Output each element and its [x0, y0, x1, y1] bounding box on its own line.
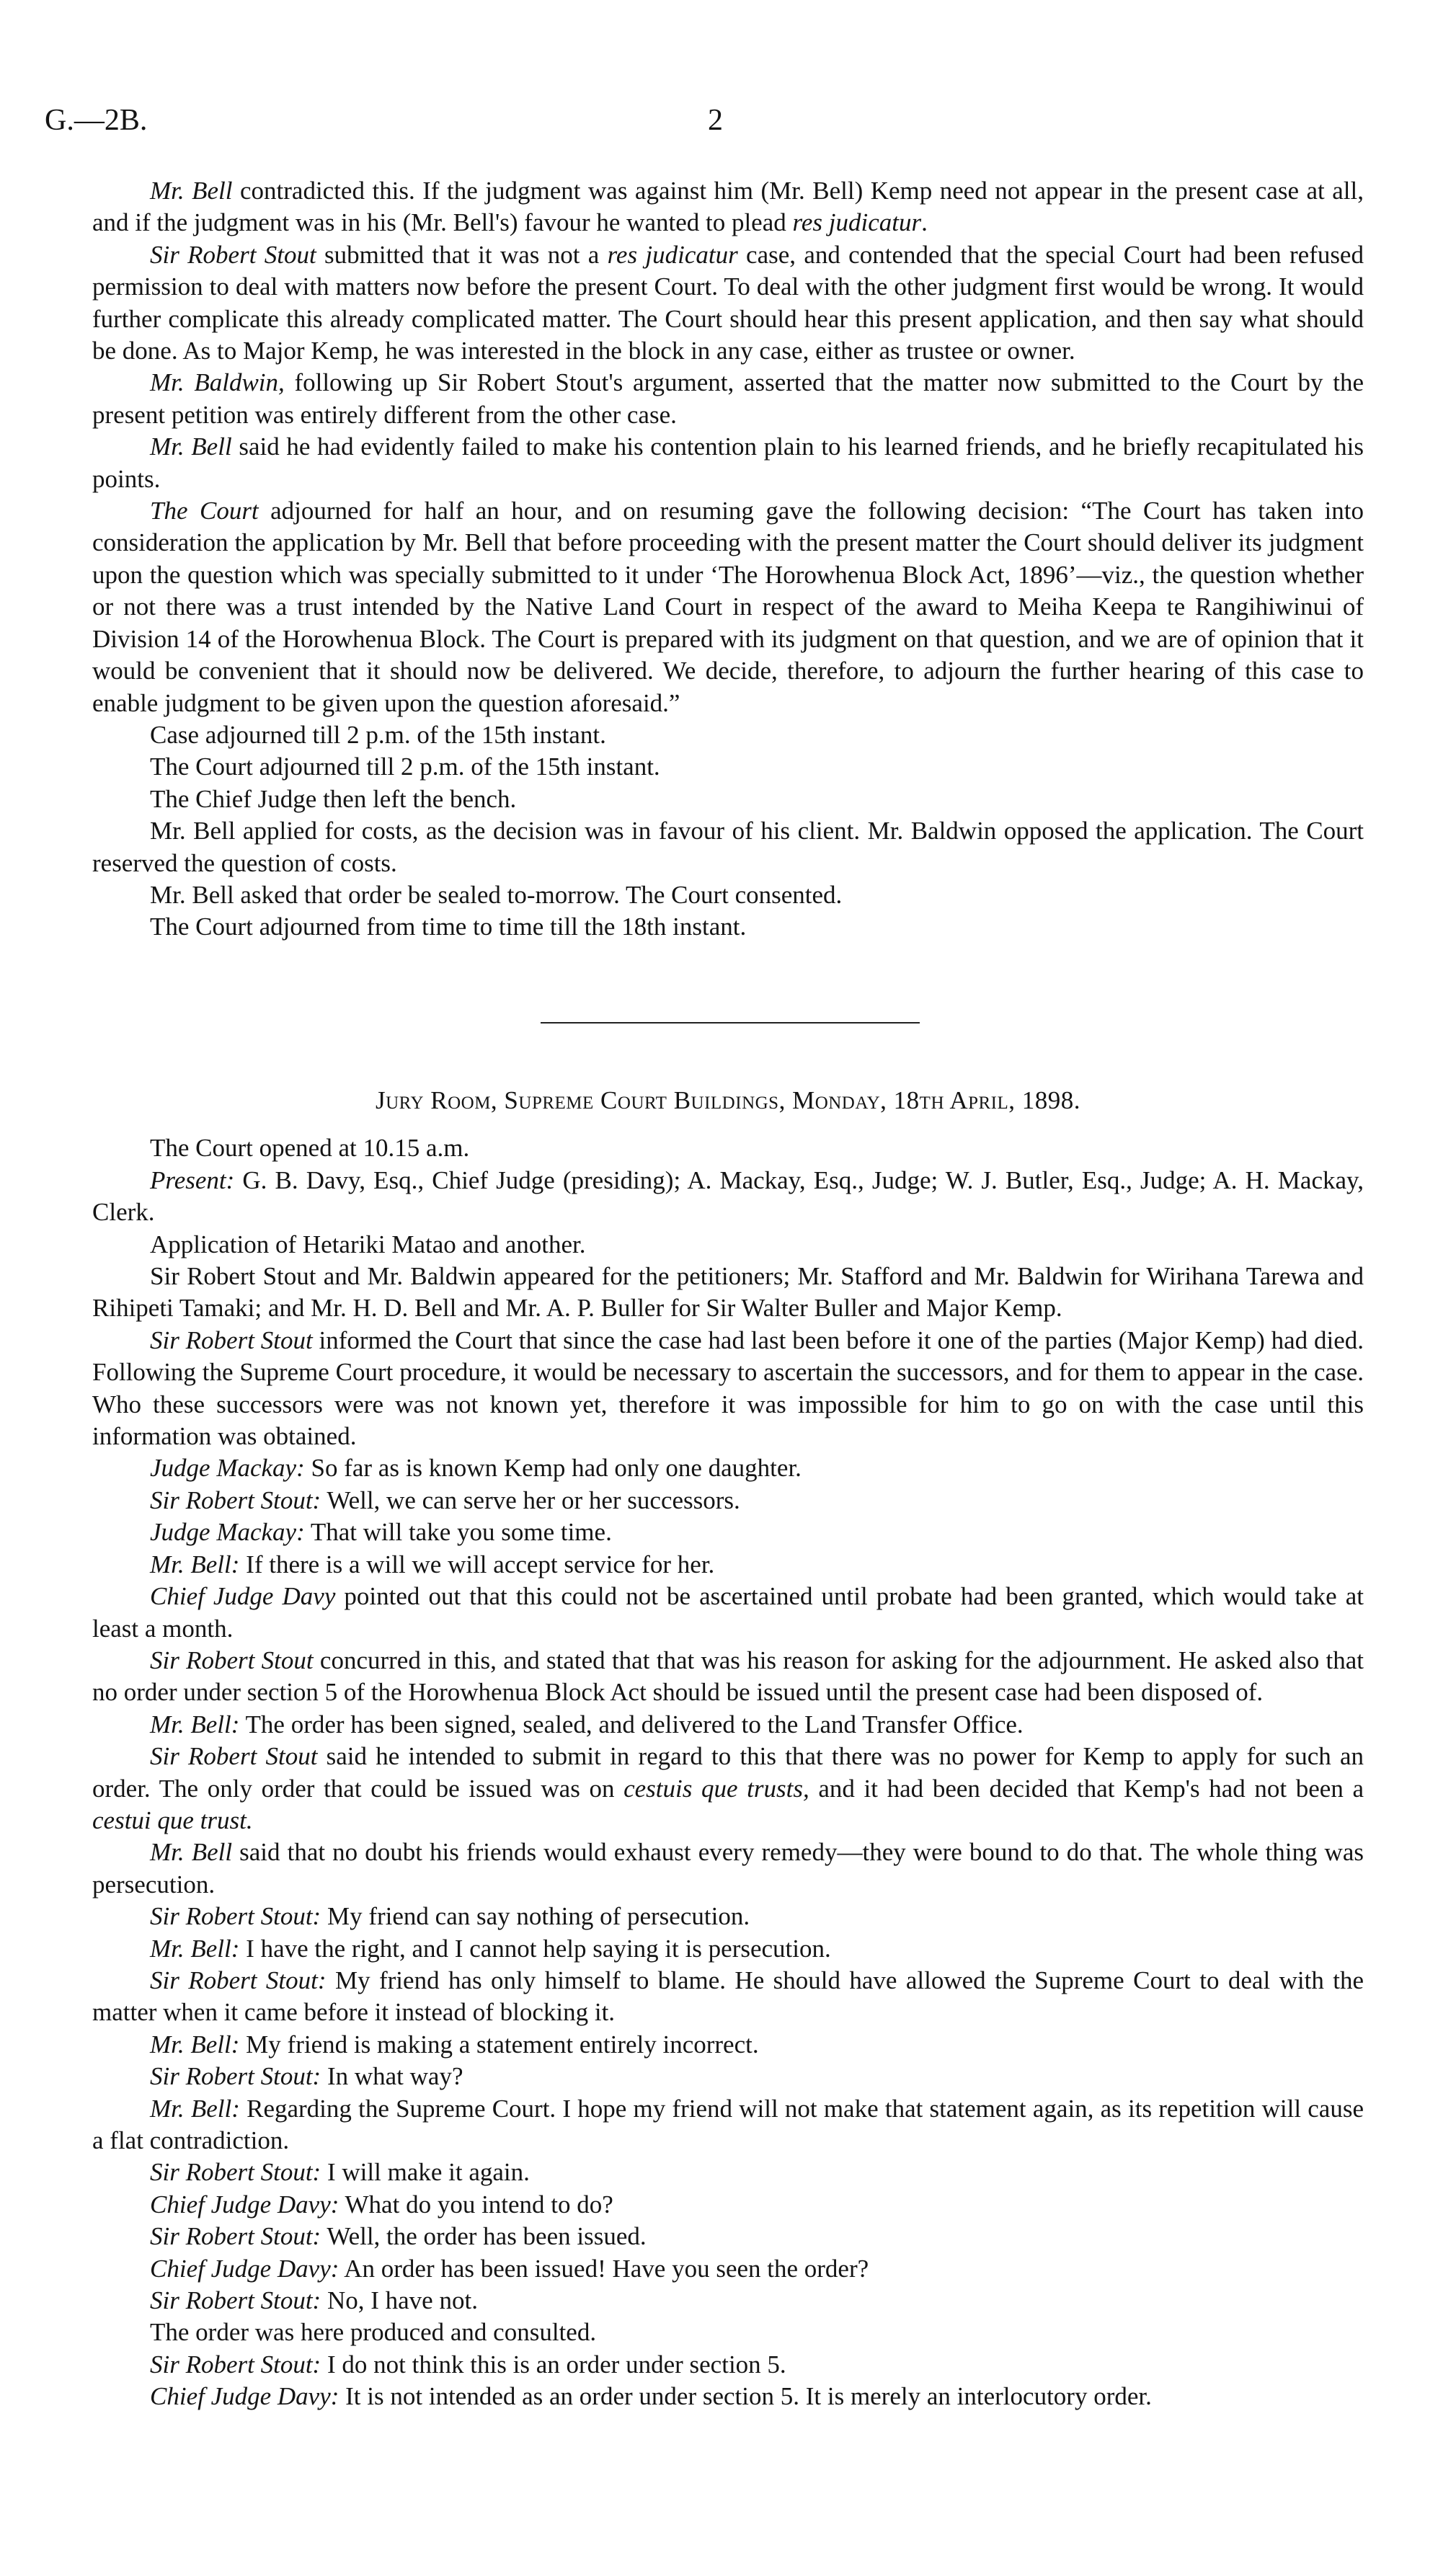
parliamentary-paper-reference: G.—2B. [45, 104, 148, 137]
paragraph [92, 2221, 1364, 2252]
speaker-name: Sir Robert Stout: [150, 2286, 321, 2315]
paragraph-text: concurred in this, and stated that that was his reason for asking for the adjournment. He asked also that no order under section 5 of the Horowhenua Block Act should be issued until the present case had been disposed of. [92, 1646, 1364, 1707]
speaker-name: The Court [150, 497, 259, 525]
sitting-heading: Jury Room, Supreme Court Buildings, Monday, 18th April, 1898. [375, 1086, 1081, 1114]
paragraph: Sir Robert Stout and Mr. Baldwin appeared for the petitioners; Mr. Stafford and Mr. Baldwin for Wirihana Tarewa and Rihipeti Tamaki; and Mr. H. D. Bell and Mr. A. P. Buller for Sir Walter Buller and Major Kemp. [92, 1262, 1364, 1323]
paragraph-text: informed the Court that since the case had last been before it one of the parties (Major Kemp) had died. Following the Supreme Court procedure, it would be necessary to ascertain the successors, and for them to appear in the case. Who these successors were was not known yet, therefore it was impossible for him to go on with the case until this information was obtained. [92, 1326, 1364, 1451]
speaker-name: Sir Robert Stout: [150, 2222, 321, 2251]
paragraph [92, 1933, 1364, 1965]
speaker-name: Chief Judge Davy: [150, 2382, 339, 2411]
speaker-name: Mr. Bell [150, 432, 232, 461]
paragraph: The Chief Judge then left the bench. [150, 784, 517, 813]
speaker-name: Sir Robert Stout: [150, 1966, 327, 1994]
paragraph [92, 2189, 1364, 2221]
paragraph: The Court opened at 10.15 a.m. [150, 1134, 470, 1163]
paragraph-text: The order has been signed, sealed, and delivered to the Land Transfer Office. [239, 1710, 1024, 1739]
paragraph [92, 431, 1364, 495]
paragraph [92, 1901, 1364, 1932]
paragraph: Case adjourned till 2 p.m. of the 15th instant. [150, 720, 606, 749]
paragraph [92, 1837, 1364, 1901]
paragraph-text: So far as is known Kemp had only one daughter. [304, 1454, 802, 1483]
paragraph-text: contradicted this. If the judgment was against him (Mr. Bell) Kemp need not appear in the present case at all, and if the judgment was in his (Mr. Bell's) favour he wanted to plead [92, 177, 1364, 237]
speaker-name: Chief Judge Davy [150, 1582, 336, 1611]
paragraph-text: and it had been decided that Kemp's had not been a [809, 1774, 1364, 1803]
speaker-name: Mr. Bell: [150, 2030, 240, 2059]
paragraph [92, 1452, 1364, 1484]
paragraph-text: said he had evidently failed to make his contention plain to his learned friends, and he briefly recapitulated his points. [92, 432, 1364, 493]
section-divider [541, 1022, 920, 1023]
paragraph: Mr. Bell applied for costs, as the decision was in favour of his client. Mr. Baldwin opposed the application. The Court reserved the question of costs. [92, 817, 1364, 877]
paragraph [92, 2285, 1364, 2317]
paragraph [92, 2253, 1364, 2285]
italic-phrase: res judicatur [792, 208, 922, 237]
paragraph: The Court adjourned till 2 p.m. of the 15th instant. [150, 752, 660, 781]
speaker-name: Mr. Baldwin, [150, 368, 285, 397]
speaker-name: Chief Judge Davy: [150, 2254, 339, 2283]
paragraph-text: That will take you some time. [304, 1518, 612, 1547]
speaker-name: Mr. Bell [150, 1838, 233, 1867]
paragraph [92, 367, 1364, 431]
speaker-name: Sir Robert Stout: [150, 2062, 321, 2091]
paragraph [92, 2029, 1364, 2061]
paragraph [92, 2061, 1364, 2092]
speaker-name: Sir Robert Stout: [150, 1902, 321, 1931]
paragraph [92, 495, 1364, 719]
paragraph: The Court adjourned from time to time till the 18th instant. [150, 912, 747, 941]
paragraph-text: In what way? [321, 2062, 463, 2091]
speaker-name: Mr. Bell: [150, 1710, 240, 1739]
paragraph-text: An order has been issued! Have you seen the order? [339, 2254, 869, 2283]
paragraph [92, 1965, 1364, 2029]
paragraph-text: said that no doubt his friends would exhaust every remedy—they were bound to do that. The whole thing was persecution. [92, 1838, 1364, 1899]
paragraph-text: It is not intended as an order under section 5. It is merely an interlocutory order. [339, 2382, 1152, 2411]
paragraph-text: pointed out that this could not be ascertained until probate had been granted, which would take at least a month. [92, 1582, 1364, 1643]
paragraph-text: G. B. Davy, Esq., Chief Judge (presiding); A. Mackay, Esq., Judge; W. J. Butler, Esq., Judge; A. H. Mackay, Clerk. [92, 1165, 1364, 1227]
speaker-name: Judge Mackay: [150, 1518, 305, 1547]
paragraph [92, 2157, 1364, 2188]
paragraph [92, 2093, 1364, 2157]
paragraph: Mr. Bell asked that order be sealed to-morrow. The Court consented. [150, 880, 843, 909]
speaker-name: Sir Robert Stout: [150, 2350, 321, 2379]
speaker-name: Mr. Bell: [150, 1934, 240, 1963]
paragraph [92, 175, 1364, 239]
italic-phrase: cestuis que trusts, [623, 1774, 809, 1803]
speaker-name: Sir Robert Stout [150, 1326, 313, 1354]
paragraph [92, 1485, 1364, 1517]
paragraph [92, 239, 1364, 368]
paragraph: Application of Hetariki Matao and another. [150, 1230, 586, 1258]
paragraph [92, 1645, 1364, 1709]
speaker-name: Mr. Bell: [150, 2094, 240, 2123]
paragraph [92, 1709, 1364, 1741]
paragraph-text: case, and contended that the special Court had been refused permission to deal with matters now before the present Court. To deal with the other judgment first would be wrong. It would further complicate this already complicated matter. The Court should hear this present application, and then say what should be done. As to Major Kemp, he was interested in the block in any case, either as trustee or owner. [92, 240, 1364, 365]
paragraph-text: I have the right, and I cannot help saying it is persecution. [239, 1934, 831, 1963]
speaker-name: Chief Judge Davy: [150, 2190, 339, 2219]
paragraph-text: My friend has only himself to blame. He should have allowed the Supreme Court to deal with the matter when it came before it instead of blocking it. [92, 1966, 1364, 2027]
paragraph-text: I do not think this is an order under section 5. [321, 2350, 786, 2379]
page-number: 2 [708, 104, 723, 137]
italic-phrase: cestui que trust. [92, 1806, 253, 1834]
paragraph-text: adjourned for half an hour, and on resuming gave the following decision: “The Court has taken into consideration the application by Mr. Bell that before proceeding with the present matter the Court should deliver its judgment upon the question which was specially submitted to it under ‘The Horowhenua Block Act, 1896’—viz., the question whether or not there was a trust intended by the Native Land Court in respect of the award to Meiha Keepa te Rangihiwinui of Division 14 of the Horowhenua Block. The Court is prepared with its judgment on that question, and we are of opinion that it would be convenient that it should now be delivered. We decide, therefore, to adjourn the further hearing of this case to enable judgment to be given upon the question aforesaid.” [92, 497, 1364, 717]
paragraph [92, 1325, 1364, 1453]
paragraph [92, 1517, 1364, 1548]
speaker-name: Sir Robert Stout [150, 240, 316, 269]
paragraph [92, 1549, 1364, 1581]
paragraph: The order was here produced and consulted. [150, 2318, 597, 2347]
paragraph-text: . [921, 208, 928, 237]
italic-phrase: res judicatur [607, 240, 738, 269]
paragraph-text: If there is a will we will accept service for her. [239, 1550, 715, 1578]
speaker-name: Mr. Bell [150, 177, 233, 205]
paragraph [92, 1581, 1364, 1645]
speaker-name: Sir Robert Stout: [150, 1486, 321, 1514]
paragraph [92, 2381, 1364, 2412]
paragraph-text: I will make it again. [321, 2158, 530, 2187]
paragraph-text: following up Sir Robert Stout's argument, asserted that the matter now submitted to the Court by the present petition was entirely different from the other case. [92, 368, 1364, 429]
speaker-name: Judge Mackay: [150, 1454, 305, 1483]
minutes-part-2 [92, 1085, 1364, 2413]
paragraph [92, 2349, 1364, 2381]
paragraph-text: My friend is making a statement entirely incorrect. [239, 2030, 759, 2059]
speaker-name: Present: [150, 1165, 235, 1194]
paragraph-text: Regarding the Supreme Court. I hope my friend will not make that statement again, as its repetition will cause a flat contradiction. [92, 2094, 1364, 2154]
paragraph [92, 1165, 1364, 1229]
paragraph-text: What do you intend to do? [339, 2190, 613, 2219]
speaker-name: Sir Robert Stout [150, 1646, 314, 1674]
speaker-name: Mr. Bell: [150, 1550, 240, 1578]
paragraph-text: said he intended to submit in regard to this that there was no power for Kemp to apply for such an order. The only order that could be issued was on [92, 1742, 1364, 1803]
paragraph-text: Well, the order has been issued. [321, 2222, 647, 2251]
speaker-name: Sir Robert Stout: [150, 2158, 321, 2187]
paragraph-text: My friend can say nothing of persecution. [321, 1902, 750, 1931]
speaker-name: Sir Robert Stout [150, 1742, 318, 1771]
paragraph [92, 1741, 1364, 1837]
minutes-part-1 [92, 175, 1364, 943]
paragraph-text: No, I have not. [321, 2286, 478, 2315]
paragraph-text: submitted that it was not a [316, 240, 608, 269]
paragraph-text: Well, we can serve her or her successors. [321, 1486, 740, 1514]
